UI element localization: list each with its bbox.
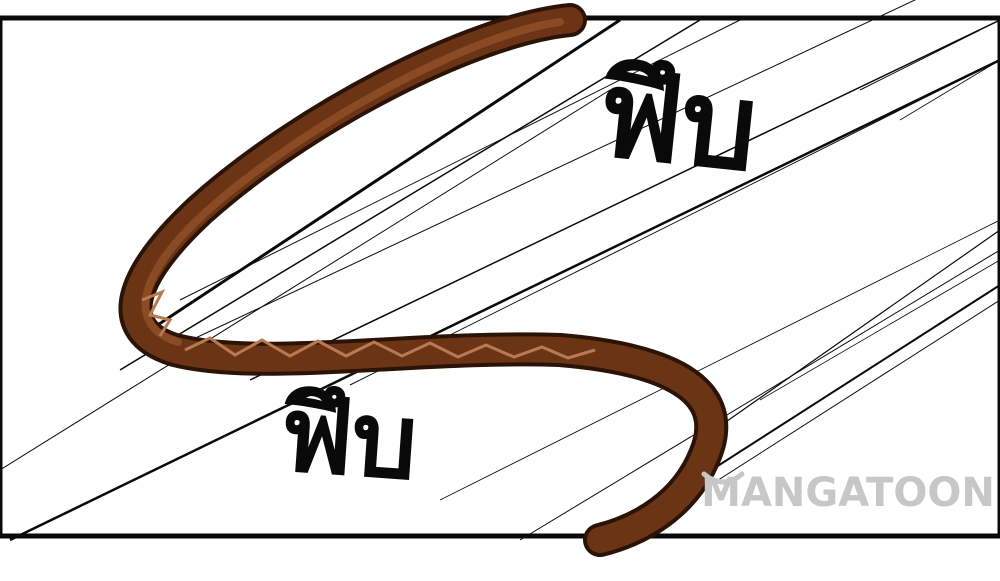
smile-icon bbox=[698, 470, 748, 488]
sound-effect-bottom: ฟึบ bbox=[275, 372, 420, 504]
watermark bbox=[698, 470, 998, 516]
sound-effect-top: ฟึบ bbox=[591, 44, 763, 199]
watermark-text: MANGATOON bbox=[701, 470, 995, 516]
